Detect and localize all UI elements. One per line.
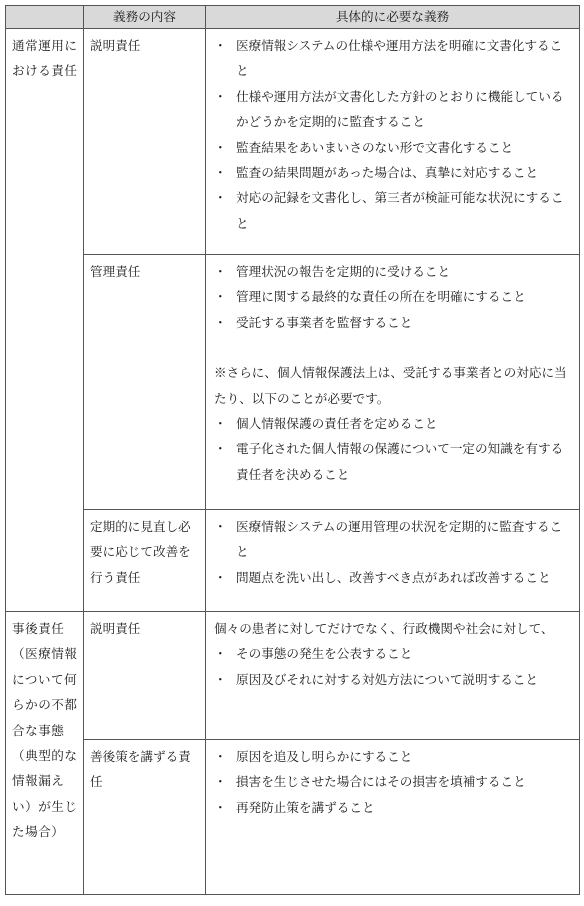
list-item: ・ 再発防止策を講ずること	[214, 795, 571, 820]
detail-cell	[206, 740, 580, 895]
list-item: ・ 監査結果をあいまいさのない形で文書化すること	[214, 135, 571, 160]
table-row	[6, 255, 580, 510]
list-item: ・ その事態の発生を公表すること	[214, 641, 571, 666]
list-item: ・ 電子化された個人情報の保護について一定の知識を有する責任者を決めること	[214, 436, 571, 487]
duty-cell: 説明責任	[84, 29, 206, 255]
list-item: ・ 監査の結果問題があった場合は、真摯に対応すること	[214, 160, 571, 185]
spacer	[214, 335, 571, 360]
list-item: ・ 原因及びそれに対する対処方法について説明すること	[214, 667, 571, 692]
list-item: ・ 仕様や運用方法が文書化した方針のとおりに機能しているかどうかを定期的に監査すること	[214, 84, 571, 135]
list-item: ・ 医療情報システムの仕様や運用方法を明確に文書化すること	[214, 33, 571, 84]
duty-cell: 定期的に見直し必要に応じて改善を行う責任	[84, 510, 206, 612]
list-item: ・ 個人情報保護の責任者を定めること	[214, 411, 571, 436]
list-item: ・ 管理に関する最終的な責任の所在を明確にすること	[214, 284, 571, 309]
item-list	[214, 514, 571, 590]
table-row	[6, 29, 580, 255]
note-text: ※さらに、個人情報保護法上は、受託する事業者との対応に当たり、以下のことが必要です。	[214, 365, 567, 406]
item-list	[214, 641, 571, 692]
detail-cell	[206, 255, 580, 510]
item-list	[214, 411, 571, 487]
category-cell: 事後責任（医療情報について何らかの不都合な事態（典型的な情報漏えい）が生じた場合）	[6, 612, 84, 895]
list-item: ・ 原因を追及し明らかにすること	[214, 744, 571, 769]
header-category	[6, 6, 84, 29]
list-item: ・ 問題点を洗い出し、改善すべき点があれば改善すること	[214, 565, 571, 590]
duties-table	[5, 5, 580, 895]
header-duty: 義務の内容	[84, 6, 206, 29]
detail-cell	[206, 612, 580, 740]
duty-cell: 管理責任	[84, 255, 206, 510]
table-row	[6, 510, 580, 612]
table-row	[6, 740, 580, 895]
duty-cell: 説明責任	[84, 612, 206, 740]
list-item: ・ 受託する事業者を監督すること	[214, 310, 571, 335]
header-row	[6, 6, 580, 29]
category-cell: 通常運用における責任	[6, 29, 84, 612]
list-item: ・ 管理状況の報告を定期的に受けること	[214, 259, 571, 284]
detail-cell	[206, 510, 580, 612]
intro-text: 個々の患者に対してだけでなく、行政機関や社会に対して、	[214, 621, 554, 636]
item-list	[214, 744, 571, 820]
duty-cell: 善後策を講ずる責任	[84, 740, 206, 895]
header-details: 具体的に必要な義務	[206, 6, 580, 29]
list-item: ・ 対応の記録を文書化し、第三者が検証可能な状況にすること	[214, 185, 571, 236]
table-row	[6, 612, 580, 740]
detail-cell	[206, 29, 580, 255]
item-list	[214, 259, 571, 335]
list-item: ・ 損害を生じさせた場合にはその損害を填補すること	[214, 769, 571, 794]
item-list	[214, 33, 571, 236]
list-item: ・ 医療情報システムの運用管理の状況を定期的に監査すること	[214, 514, 571, 565]
